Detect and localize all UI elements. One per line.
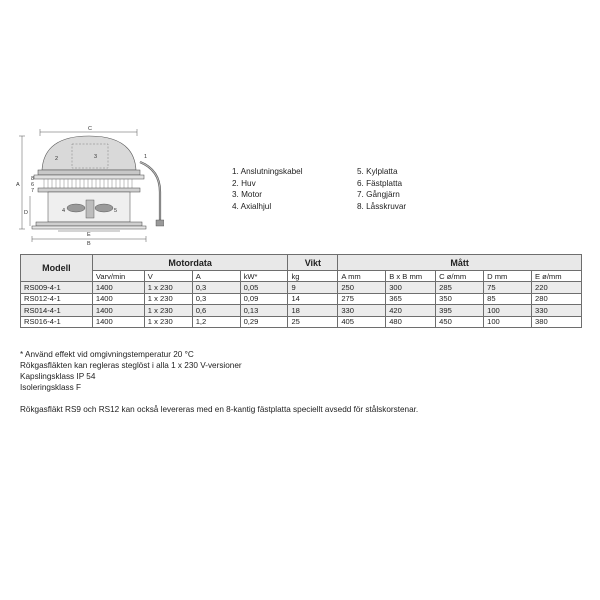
table-cell: 14 [288,293,338,304]
table-cell: 1 x 230 [144,305,192,316]
table-cell: 450 [436,316,484,327]
table-cell: 1400 [92,282,144,293]
svg-text:7: 7 [31,188,35,194]
table-cell: 0,3 [192,282,240,293]
svg-text:8: 8 [31,176,35,182]
parts-legend-col2 [357,166,406,212]
table-cell: 300 [386,282,436,293]
legend-item: 8. Låsskruvar [357,201,407,211]
unit-cell: D mm [484,271,532,282]
unit-cell: C ø/mm [436,271,484,282]
table-cell: 1 x 230 [144,282,192,293]
dim-a-label: A [16,182,20,188]
unit-cell: A mm [338,271,386,282]
table-cell: 0,05 [240,282,288,293]
table-row [21,282,582,293]
table-cell: 365 [386,293,436,304]
legend-item: 4. Axialhjul [232,201,272,211]
table-cell: 75 [484,282,532,293]
table-cell: 405 [338,316,386,327]
legend-item: 1. Anslutningskabel [232,167,303,176]
table-cell: 85 [484,293,532,304]
model-header: Modell [21,255,93,282]
table-cell: 275 [338,293,386,304]
table-cell: 1 x 230 [144,293,192,304]
table-cell: 220 [532,282,582,293]
table-cell: 0,29 [240,316,288,327]
notes [20,349,242,393]
unit-cell: kg [288,271,338,282]
table-cell: 1400 [92,316,144,327]
unit-cell: E ø/mm [532,271,582,282]
legend-item: 6. Fästplatta [357,178,403,188]
table-cell: 100 [484,305,532,316]
unit-cell: A [192,271,240,282]
dim-e-label: E [87,232,91,238]
svg-text:6: 6 [31,182,35,188]
note-line: Rökgasfläkten kan regleras steglöst i alla 1 x 230 V-versioner [20,361,242,370]
connection-cable [140,162,160,220]
table-cell: 1400 [92,293,144,304]
model-cell: RS016-4-1 [21,316,93,327]
table-cell: 395 [436,305,484,316]
table-row [21,316,582,327]
legend-item: 5. Kylplatta [357,167,398,176]
mounting-plate [38,188,140,192]
spec-table [20,254,582,328]
legend-item: 2. Huv [232,178,256,188]
dimensions-header: Mått [338,255,582,271]
table-cell: 285 [436,282,484,293]
model-cell: RS012-4-1 [21,293,93,304]
dim-d-label: D [24,210,28,216]
table-cell: 0,3 [192,293,240,304]
table-cell: 330 [338,305,386,316]
table-cell: 380 [532,316,582,327]
legend-item: 7. Gångjärn [357,190,400,200]
motordata-header: Motordata [92,255,288,271]
legend-item: 3. Motor [232,190,263,200]
model-cell: RS014-4-1 [21,305,93,316]
table-group-header [21,255,582,271]
table-cell: 480 [386,316,436,327]
cooling-plate [38,170,140,175]
table-cell: 280 [532,293,582,304]
weight-header: Vikt [288,255,338,271]
unit-cell: V [144,271,192,282]
table-cell: 1400 [92,305,144,316]
table-cell: 250 [338,282,386,293]
model-cell: RS009-4-1 [21,282,93,293]
parts-legend-col1 [232,166,303,212]
hood [42,136,136,170]
table-cell: 0,09 [240,293,288,304]
svg-text:2: 2 [55,156,59,162]
svg-text:4: 4 [62,208,66,214]
table-cell: 420 [386,305,436,316]
note-line: Kapslingsklass IP 54 [20,372,96,381]
table-row [21,305,582,316]
note-line: * Använd effekt vid omgivningstemperatur 20 °C [20,350,194,359]
table-cell: 330 [532,305,582,316]
table-cell: 350 [436,293,484,304]
footer-note: Rökgasfläkt RS9 och RS12 kan också levereras med en 8-kantig fästplatta speciellt avsedd för stålskorstenar. [20,405,419,414]
table-cell: 100 [484,316,532,327]
table-cell: 9 [288,282,338,293]
table-cell: 18 [288,305,338,316]
dim-c-label: C [88,126,92,132]
unit-cell: B x B mm [386,271,436,282]
svg-text:1: 1 [144,154,148,160]
svg-text:3: 3 [94,154,98,160]
svg-text:5: 5 [114,208,118,214]
table-cell: 1,2 [192,316,240,327]
table-cell: 0,6 [192,305,240,316]
unit-cell: Varv/min [92,271,144,282]
fan-technical-drawing [14,122,164,252]
table-cell: 1 x 230 [144,316,192,327]
dim-b-label: B [87,241,91,247]
table-cell: 0,13 [240,305,288,316]
unit-cell: kW* [240,271,288,282]
table-units-row [21,271,582,282]
axial-impeller [86,200,94,218]
table-cell: 25 [288,316,338,327]
note-line: Isoleringsklass F [20,383,81,392]
table-row [21,293,582,304]
